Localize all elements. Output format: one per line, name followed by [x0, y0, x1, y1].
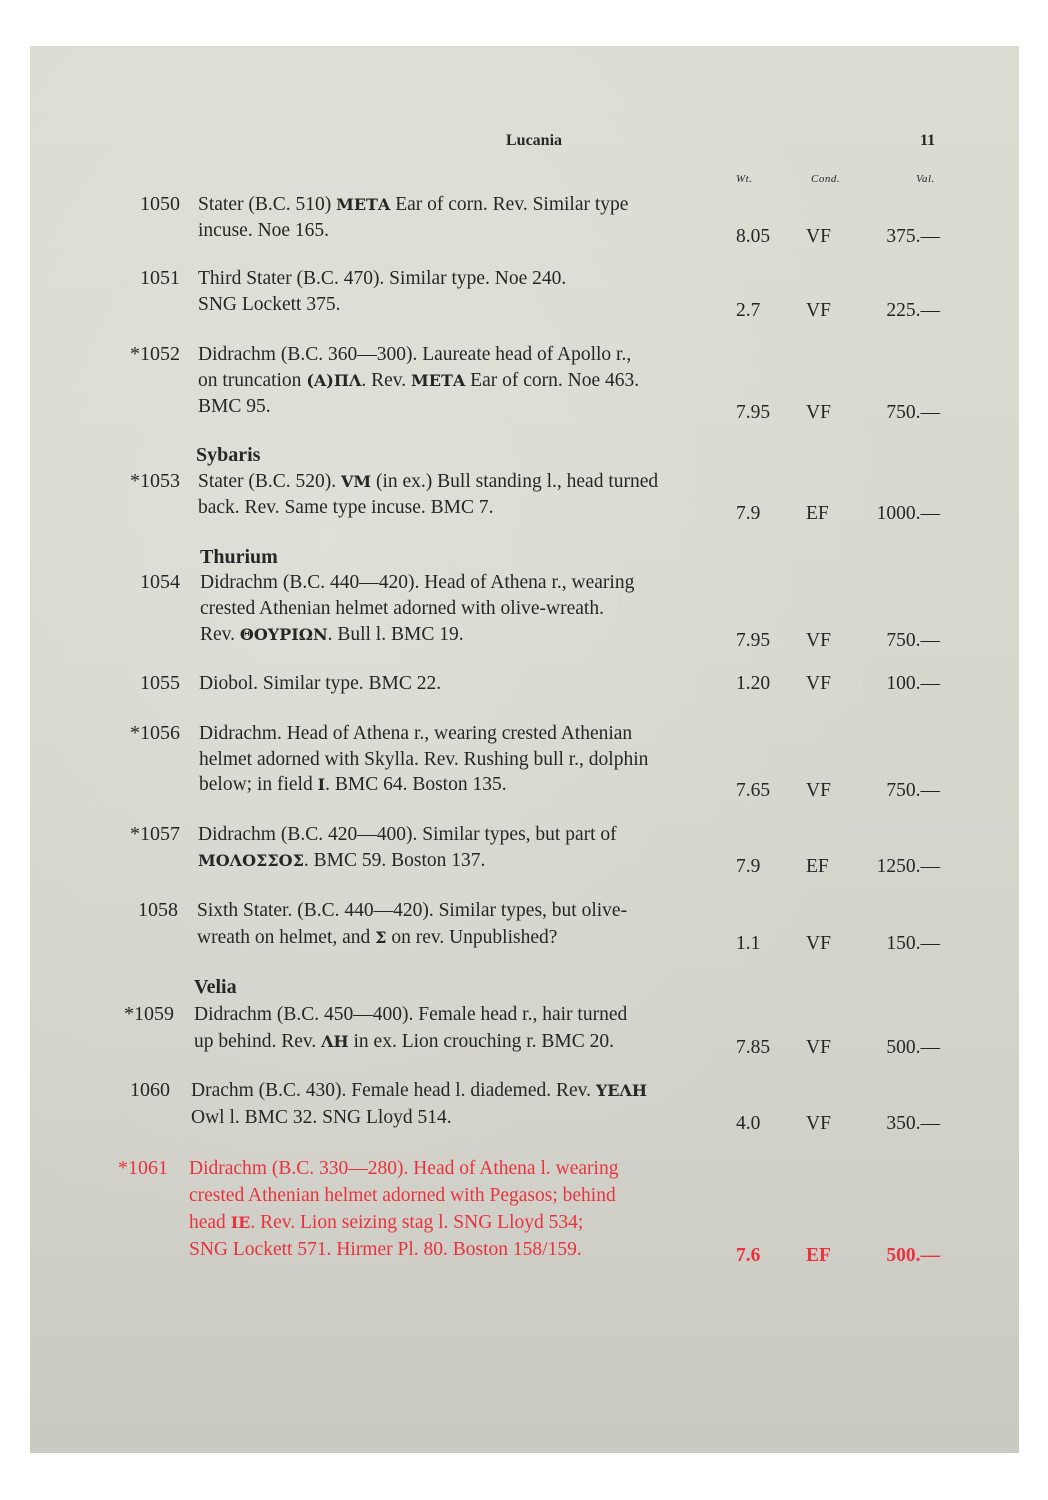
- lot-condition: VF: [806, 402, 831, 423]
- lot-description-line: SNG Lockett 571. Hirmer Pl. 80. Boston 158/159.: [189, 1239, 582, 1260]
- lot-number: *1061: [118, 1157, 168, 1179]
- lot-description-line: crested Athenian helmet adorned with Pegasos; behind: [189, 1185, 616, 1206]
- lot-value: 150.—: [886, 933, 940, 954]
- column-header-weight: Wt.: [736, 173, 753, 185]
- lot-value: 350.—: [886, 1113, 940, 1134]
- lot-description-line: Diobol. Similar type. BMC 22.: [199, 673, 442, 694]
- coin-legend: (Α)ΠΛ: [306, 371, 362, 390]
- lot-number: 1050: [140, 193, 180, 215]
- coin-legend: VM: [340, 472, 372, 491]
- coin-legend: ΛΗ: [321, 1032, 349, 1051]
- lot-value: 225.—: [886, 300, 940, 321]
- lot-description-line: Didrachm. Head of Athena r., wearing crested Athenian: [199, 723, 633, 744]
- lot-weight: 7.85: [736, 1037, 771, 1058]
- coin-legend: ΜΕΤΑ: [411, 371, 466, 390]
- lot-condition: EF: [806, 503, 829, 524]
- lot-condition: VF: [806, 630, 831, 651]
- lot-value: 1250.—: [876, 856, 940, 877]
- coin-legend: I: [317, 775, 326, 794]
- coin-legend: Σ: [375, 928, 387, 947]
- column-header-condition: Cond.: [811, 173, 841, 185]
- lot-description-line: Drachm (B.C. 430). Female head l. diademed. Rev. ΥΕΛΗ: [191, 1080, 648, 1101]
- lot-value: 750.—: [886, 630, 940, 651]
- catalog-page: [30, 46, 1019, 1453]
- lot-value: 750.—: [886, 780, 940, 801]
- lot-description-line: Didrachm (B.C. 450—400). Female head r., hair turned: [194, 1004, 628, 1025]
- lot-description-line: incuse. Noe 165.: [198, 220, 330, 241]
- lot-description-line: Didrachm (B.C. 360—300). Laureate head of Apollo r.,: [198, 344, 632, 365]
- lot-weight: 8.05: [736, 226, 771, 247]
- coin-legend: ΜΕΤΑ: [336, 195, 391, 214]
- lot-condition: VF: [806, 300, 831, 321]
- lot-condition: VF: [806, 1113, 831, 1134]
- lot-number: 1051: [140, 267, 180, 289]
- lot-weight: 7.65: [736, 780, 771, 801]
- lot-description-line: Didrachm (B.C. 330—280). Head of Athena l. wearing: [189, 1158, 619, 1179]
- section-heading-thurium: Thurium: [200, 546, 278, 568]
- page-number: 11: [920, 132, 936, 149]
- lot-description-line: BMC 95.: [198, 396, 271, 417]
- lot-value: 1000.—: [876, 503, 940, 524]
- lot-number: 1055: [140, 672, 180, 694]
- column-header-value: Val.: [916, 173, 935, 185]
- lot-weight: 1.1: [736, 933, 761, 954]
- lot-number: 1060: [130, 1079, 170, 1101]
- lot-description-line: helmet adorned with Skylla. Rev. Rushing bull r., dolphin: [199, 748, 649, 770]
- lot-description-line: up behind. Rev. ΛΗ in ex. Lion crouching r. BMC 20.: [194, 1031, 615, 1052]
- lot-number: *1052: [130, 343, 180, 365]
- lot-weight: 1.20: [736, 673, 771, 694]
- lot-description-line: crested Athenian helmet adorned with olive-wreath.: [200, 598, 604, 619]
- lot-weight: 7.95: [736, 402, 771, 423]
- coin-legend: IE: [230, 1213, 251, 1232]
- lot-description-line: back. Rev. Same type incuse. BMC 7.: [198, 497, 494, 518]
- lot-description-line: Owl l. BMC 32. SNG Lloyd 514.: [191, 1107, 452, 1128]
- lot-value: 750.—: [886, 402, 940, 423]
- lot-value: 100.—: [886, 673, 940, 694]
- lot-description-line: Rev. ΘΟΥΡΙΩΝ. Bull l. BMC 19.: [200, 624, 464, 645]
- lot-description-line: SNG Lockett 375.: [198, 294, 341, 315]
- lot-description-line: wreath on helmet, and Σ on rev. Unpublished?: [197, 927, 558, 948]
- lot-number: *1059: [124, 1003, 174, 1025]
- lot-weight: 7.95: [736, 630, 771, 651]
- lot-description-line: on truncation (Α)ΠΛ. Rev. ΜΕΤΑ Ear of corn. Noe 463.: [198, 370, 640, 391]
- lot-value: 500.—: [886, 1245, 940, 1266]
- lot-description-line: Sixth Stater. (B.C. 440—420). Similar types, but olive-: [197, 900, 628, 921]
- lot-description-line: Didrachm (B.C. 440—420). Head of Athena r., wearing: [200, 572, 635, 593]
- lot-condition: EF: [806, 856, 829, 877]
- lot-weight: 4.0: [736, 1113, 761, 1134]
- lot-description-line: below; in field I. BMC 64. Boston 135.: [199, 774, 507, 795]
- lot-value: 375.—: [886, 226, 940, 247]
- lot-weight: 7.9: [736, 856, 761, 877]
- lot-weight: 7.6: [736, 1245, 761, 1266]
- lot-condition: VF: [806, 226, 831, 247]
- lot-description-line: head IE. Rev. Lion seizing stag l. SNG Lloyd 534;: [189, 1212, 584, 1233]
- page-title: Lucania: [506, 132, 563, 149]
- lot-condition: EF: [806, 1245, 831, 1266]
- lot-description-line: ΜΟΛΟΣΣΟΣ. BMC 59. Boston 137.: [198, 850, 486, 871]
- lot-description-line: Didrachm (B.C. 420—400). Similar types, but part of: [198, 824, 617, 845]
- lot-number: 1058: [138, 899, 178, 921]
- lot-condition: VF: [806, 1037, 831, 1058]
- section-heading-sybaris: Sybaris: [196, 444, 261, 466]
- lot-description-line: Stater (B.C. 510) ΜΕΤΑ Ear of corn. Rev. Similar type: [198, 194, 629, 215]
- lot-weight: 2.7: [736, 300, 761, 321]
- lot-description-line: Stater (B.C. 520). VM (in ex.) Bull standing l., head turned: [198, 471, 659, 492]
- coin-legend: ΘΟΥΡΙΩΝ: [239, 625, 328, 644]
- lot-condition: VF: [806, 673, 831, 694]
- lot-value: 500.—: [886, 1037, 940, 1058]
- lot-number: *1056: [130, 722, 180, 744]
- coin-legend: ΥΕΛΗ: [595, 1081, 648, 1100]
- lot-number: *1057: [130, 823, 180, 845]
- section-heading-velia: Velia: [194, 976, 237, 998]
- coin-legend: ΜΟΛΟΣΣΟΣ: [198, 851, 304, 870]
- lot-number: *1053: [130, 470, 180, 492]
- lot-condition: VF: [806, 933, 831, 954]
- lot-condition: VF: [806, 780, 831, 801]
- lot-number: 1054: [140, 571, 180, 593]
- lot-weight: 7.9: [736, 503, 761, 524]
- lot-description-line: Third Stater (B.C. 470). Similar type. Noe 240.: [198, 268, 567, 289]
